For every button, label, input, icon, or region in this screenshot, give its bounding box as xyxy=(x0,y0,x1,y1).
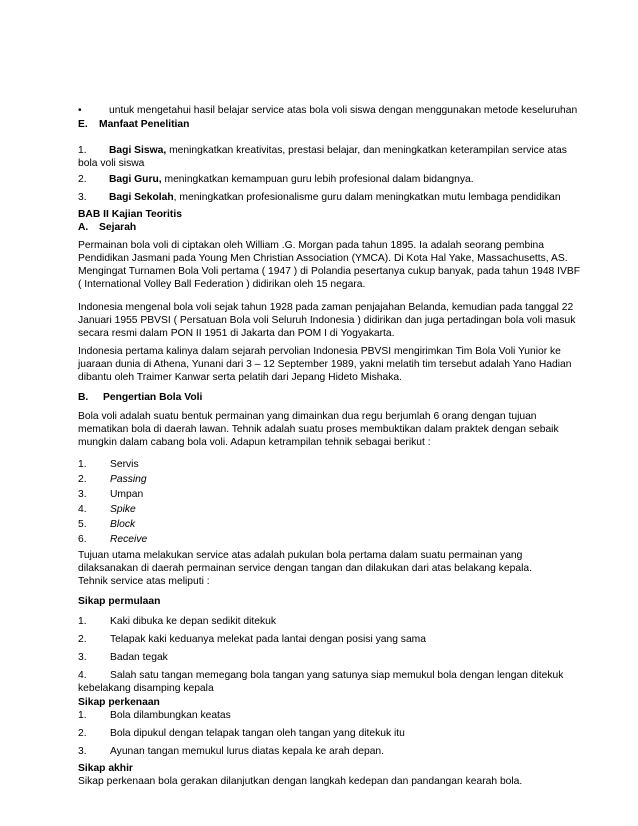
benefit-number: 1. xyxy=(78,145,87,156)
paragraph-line: Permainan bola voli di ciptakan oleh William .G. Morgan pada tahun 1895. Ia adalah seorang pembina xyxy=(78,240,544,251)
contact-item xyxy=(78,709,568,722)
paragraph-line: Bola voli adalah suatu bentuk permainan yang dimainkan dua regu berjumlah 6 orang dengan tujuan xyxy=(78,411,537,422)
paragraph-line: Mengingat Turnamen Bola Voli pertama ( 1947 ) di Polandia pesertanya cukup banyak, pada tahun 1948 IVBF xyxy=(78,266,581,277)
paragraph-line: dilaksanakan di daerah permainan service dengan tangan dan dilakukan dari atas belakang kepala. xyxy=(78,563,532,574)
section-e-heading xyxy=(78,118,568,131)
stance-item xyxy=(78,633,568,646)
paragraph-line: mematikan bola di daerah lawan. Tehnik adalah suatu proses membuktikan dalam praktek dengan sebaik xyxy=(78,424,559,435)
contact-number: 2. xyxy=(78,728,87,739)
stance-number: 1. xyxy=(78,616,87,627)
benefit-number: 2. xyxy=(78,174,87,185)
stance-text: Kaki dibuka ke depan sedikit ditekuk xyxy=(110,616,276,627)
stance-item xyxy=(78,669,568,682)
technique-label: Servis xyxy=(110,459,139,470)
benefit-item xyxy=(78,191,568,204)
benefit-text: meningkatkan kreativitas, prestasi belajar, dan meningkatkan keterampilan service atas xyxy=(166,145,567,156)
paragraph-line: Pendidikan Jasmani pada Young Men Christian Association (YMCA). Di Kota Hal Yake, Massachusetts, AS. xyxy=(78,253,568,264)
ending-heading: Sikap akhir xyxy=(78,763,133,774)
bullet-symbol: • xyxy=(78,105,82,116)
stance-number: 4. xyxy=(78,670,87,681)
stance-heading: Sikap permulaan xyxy=(78,596,161,607)
contact-number: 3. xyxy=(78,746,87,757)
stance-item xyxy=(78,651,568,664)
contact-text: Bola dipukul dengan telapak tangan oleh tangan yang ditekuk itu xyxy=(110,728,405,739)
technique-label: Passing xyxy=(110,474,147,485)
technique-item xyxy=(78,533,568,546)
benefit-number: 3. xyxy=(78,192,87,203)
technique-label: Umpan xyxy=(110,489,144,500)
paragraph-line: dibantu oleh Traimer Kanwar serta pelatih dari Jepang Hideto Mishaka. xyxy=(78,372,402,383)
contact-item xyxy=(78,745,568,758)
technique-number: 2. xyxy=(78,474,87,485)
contact-text: Ayunan tangan memukul lurus diatas kepala ke arah depan. xyxy=(110,746,385,757)
stance-number: 2. xyxy=(78,634,87,645)
ending-text: Sikap perkenaan bola gerakan dilanjutkan dengan langkah kedepan dan pandangan kearah bola. xyxy=(78,776,523,787)
paragraph-line: Januari 1955 PBVSI ( Persatuan Bola voli Seluruh Indonesia ) didirikan dan juga pertadingan bola voli masuk xyxy=(78,315,576,326)
technique-number: 1. xyxy=(78,459,87,470)
paragraph-line: Tehnik service atas meliputi : xyxy=(78,576,210,587)
technique-item xyxy=(78,473,568,486)
section-e-title: Manfaat Penelitian xyxy=(99,119,190,130)
technique-label: Receive xyxy=(110,534,148,545)
technique-label: Block xyxy=(110,519,136,530)
paragraph-line: juaraan dunia di Athena, Yunani dari 3 – 12 September 1989, yakni melatih tim tersebut adalah Yano Hadian xyxy=(78,359,572,370)
benefit-text: , meningkatkan profesionalisme guru dalam meningkatkan mutu lembaga pendidikan xyxy=(173,192,561,203)
section-b-label: B. xyxy=(78,392,89,403)
technique-label: Spike xyxy=(110,504,136,515)
bullet-text: untuk mengetahui hasil belajar service atas bola voli siswa dengan menggunakan metode keseluruhan xyxy=(109,105,578,116)
section-b-title: Pengertian Bola Voli xyxy=(103,392,203,403)
technique-number: 5. xyxy=(78,519,87,530)
benefit-continuation: bola voli siswa xyxy=(78,158,145,169)
technique-item xyxy=(78,458,568,471)
paragraph-line: Indonesia mengenal bola voli sejak tahun 1928 pada zaman penjajahan Belanda, kemudian pada tanggal 22 xyxy=(78,302,574,313)
benefit-item xyxy=(78,173,568,186)
benefit-item xyxy=(78,144,568,157)
bullet-item xyxy=(78,104,578,117)
chapter-heading: BAB II Kajian Teoritis xyxy=(78,209,182,220)
technique-number: 4. xyxy=(78,504,87,515)
paragraph-line: secara resmi dalam PON II 1951 di Jakarta dan POM I di Yogyakarta. xyxy=(78,328,395,339)
section-a-title: Sejarah xyxy=(99,222,137,233)
technique-item xyxy=(78,503,568,516)
contact-item xyxy=(78,727,568,740)
benefit-label: Bagi Sekolah xyxy=(109,192,174,203)
technique-number: 3. xyxy=(78,489,87,500)
section-b-heading xyxy=(78,391,568,404)
technique-item xyxy=(78,488,568,501)
paragraph-line: mungkin dalam cabang bola voli. Adapun ketrampilan tehnik sebagai berikut : xyxy=(78,437,431,448)
benefit-text: meningkatkan kemampuan guru lebih profesional dalam bidangnya. xyxy=(161,174,474,185)
paragraph-line: Indonesia pertama kalinya dalam sejarah pervolian Indonesia PBVSI mengirimkan Tim Bola Voli Yunior ke xyxy=(78,346,561,357)
section-a-heading xyxy=(78,221,568,234)
stance-item xyxy=(78,615,568,628)
paragraph-line: ( International Volley Ball Federation ) didirikan oleh 15 negara. xyxy=(78,279,366,290)
paragraph-line: Tujuan utama melakukan service atas adalah pukulan bola pertama dalam suatu permainan yang xyxy=(78,550,523,561)
stance-text: Badan tegak xyxy=(110,652,168,663)
section-a-label: A. xyxy=(78,222,89,233)
stance-text: Telapak kaki keduanya melekat pada lantai dengan posisi yang sama xyxy=(110,634,426,645)
benefit-label: Bagi Siswa, xyxy=(109,145,167,156)
contact-number: 1. xyxy=(78,710,87,721)
stance-number: 3. xyxy=(78,652,87,663)
contact-text: Bola dilambungkan keatas xyxy=(110,710,231,721)
stance-continuation: kebelakang disamping kepala xyxy=(78,683,214,694)
section-e-label: E. xyxy=(78,119,88,130)
technique-item xyxy=(78,518,568,531)
benefit-label: Bagi Guru, xyxy=(109,174,162,185)
contact-heading: Sikap perkenaan xyxy=(78,697,160,708)
stance-text: Salah satu tangan memegang bola tangan yang satunya siap memukul bola dengan lengan ditekuk xyxy=(110,670,564,681)
technique-number: 6. xyxy=(78,534,87,545)
